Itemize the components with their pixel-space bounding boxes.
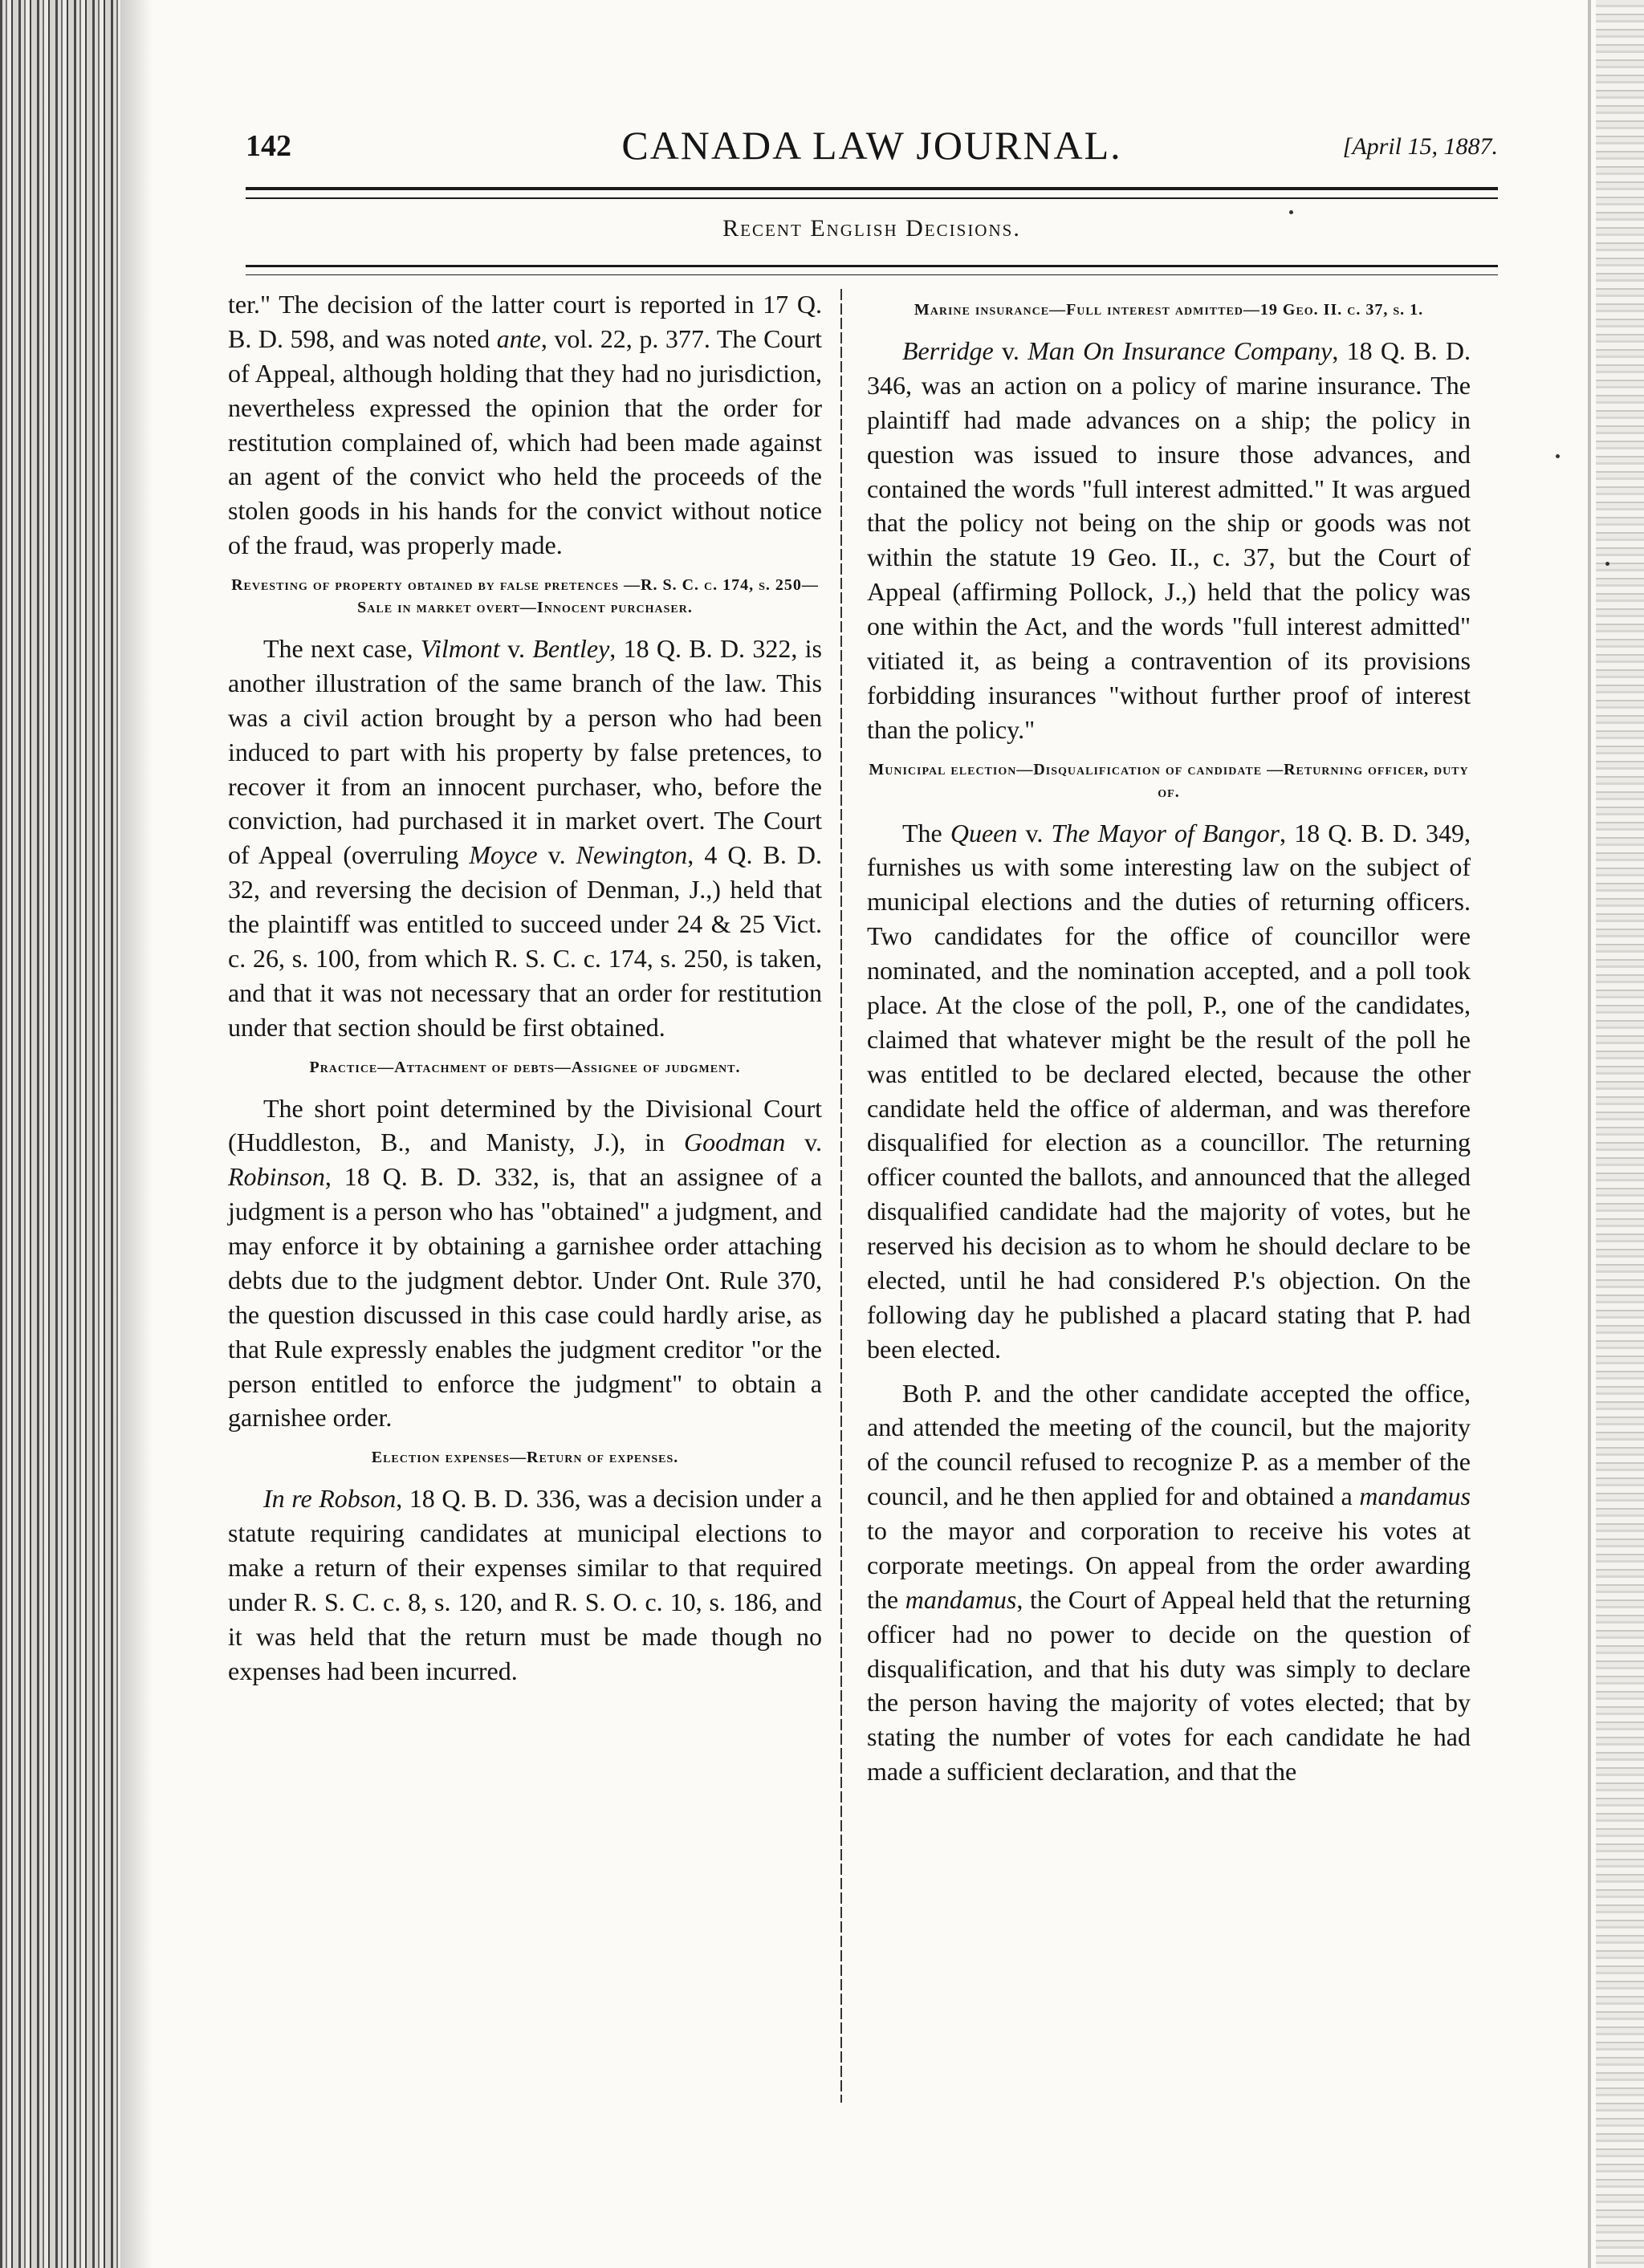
text-run: v. xyxy=(993,336,1028,365)
section-heading: Marine insurance—Full interest admitted—19 Geo. II. c. 37, s. 1. xyxy=(914,301,1424,319)
text-run: , the Court of Appeal held that the returning officer had no power to decide on the question of disqualification, and that his duty was simply to declare the person having the majority of votes elected; that by stating the number of votes for each candidate he had made a sufficient declaration, and that the xyxy=(867,1584,1471,1786)
italic-text: mandamus xyxy=(1359,1482,1471,1511)
section-heading: Municipal election—Disqualification of candidate —Returning officer, duty of. xyxy=(869,760,1469,801)
left-column xyxy=(228,287,822,1698)
text-run: Both P. and the other candidate accepted the office, and attended the meeting of the council, but the majority of the council refused to recognize P. as a member of the council, and he then applied for and obtained a xyxy=(867,1378,1471,1511)
text-run: The xyxy=(902,818,950,847)
text-run: , 18 Q. B. D. 349, furnishes us with some interesting law on the subject of municipal elections and the duties of returning officers. Two candidates for the office of councillor were nominated, and the nomination accepted, and a poll took place. At the close of the poll, P., one of the candidates, claimed that whatever might be the result of the poll he was entitled to be declared elected, because the other candidate held the office of alderman, and was therefore disqualified for election as a councillor. The returning officer counted the ballots, and announced that the alleged disqualified candidate had the majority of votes, but he reserved his decision as to whom he should declare to be elected, until he had considered P.'s objection. On the following day he published a placard stating that P. had been elected. xyxy=(867,818,1471,1364)
text-run: The short point determined by the Divisional Court (Huddleston, B., and Manisty, J.), in xyxy=(228,1093,822,1157)
right-column xyxy=(867,287,1471,1799)
running-head-rule-thin xyxy=(246,274,1498,275)
binding-shadow xyxy=(120,0,153,2268)
header-rule-thin xyxy=(246,197,1498,199)
scan-speck xyxy=(1605,562,1609,566)
italic-text: Goodman xyxy=(683,1128,786,1157)
italic-text: ante xyxy=(496,323,541,353)
text-run: , vol. 22, p. 377. The Court of Appeal, although holding that they had no jurisdiction, nevertheless expressed the opinion that the order for restitution complained of, which had been made against an agent of the convict who held the proceeds of the stolen goods in his hands for the convict without notice of the fraud, was properly made. xyxy=(228,323,823,560)
italic-text: Queen xyxy=(950,818,1018,847)
italic-text: Newington xyxy=(576,840,688,870)
paragraph xyxy=(228,1091,822,1436)
paragraph xyxy=(867,334,1471,747)
text-run: , 18 Q. B. D. 336, was a decision under a statute requiring candidates at municipal elections to make a return of their expenses similar to that required under R. S. C. c. 8, s. 120, and R. S. O. c. 10, s. 186, and it was held that the return must be made though no expenses had been incurred. xyxy=(228,1484,823,1685)
text-run: ter." The decision of the latter court is reported in 17 Q. B. D. 598, and was noted xyxy=(228,290,822,353)
section-heading: Practice—Attachment of debts—Assignee of judgment. xyxy=(309,1058,741,1076)
page-number: 142 xyxy=(246,129,291,163)
text-run: v. xyxy=(537,840,576,870)
text-run: v. xyxy=(499,634,533,663)
text-run: , 18 Q. B. D. 346, was an action on a policy of marine insurance. The plaintiff had made advances on a ship; the policy in question was issued to insure those advances, and contained the words "full interest admitted." It was argued that the policy not being on the ship or goods was not within the statute 19 Geo. II., c. 37, but the Court of Appeal (affirming Pollock, J.,) held that the policy was one within the Act, and the words "full interest admitted" vitiated it, as being a contravention of its provisions forbidding insurances "without further proof of interest than the policy." xyxy=(867,336,1471,744)
section-heading: Revesting of property obtained by false pretences —R. S. C. c. 174, s. 250—Sale in market overt—Innocent purchaser. xyxy=(231,576,819,616)
text-run: to the mayor and corporation to receive his votes at corporate meetings. On appeal from the order awarding the xyxy=(867,1516,1471,1614)
running-head-rule xyxy=(246,265,1498,267)
scan-speck xyxy=(1556,454,1560,458)
italic-text: The Mayor of Bangor xyxy=(1051,818,1280,847)
italic-text: Moyce xyxy=(469,840,538,870)
italic-text: mandamus xyxy=(905,1584,1017,1614)
column-divider xyxy=(840,289,842,2103)
text-run: , 18 Q. B. D. 322, is another illustration of the same branch of the law. This was a civil action brought by a person who had been induced to part with his property by false pretences, to recover it from an innocent purchaser, who, before the conviction, had purchased it in market overt. The Court of Appeal (overruling xyxy=(228,634,823,870)
paragraph xyxy=(867,1376,1471,1790)
italic-text: Vilmont xyxy=(420,634,500,663)
section-heading: Election expenses—Return of expenses. xyxy=(371,1449,679,1467)
text-run: v. xyxy=(785,1128,823,1157)
paragraph xyxy=(228,287,822,563)
paragraph xyxy=(228,632,822,1045)
italic-text: Man On Insurance Company xyxy=(1028,336,1333,365)
issue-date: [April 15, 1887. xyxy=(1342,133,1498,160)
header-rule-thick xyxy=(246,187,1498,190)
paragraph xyxy=(867,816,1471,1367)
italic-text: Robinson xyxy=(228,1162,325,1192)
paragraph xyxy=(228,1482,822,1688)
italic-text: Bentley xyxy=(532,634,610,663)
text-run: v. xyxy=(1017,818,1052,847)
scanned-page-edge xyxy=(1596,0,1644,2268)
italic-text: Berridge xyxy=(902,336,994,365)
text-run: , 18 Q. B. D. 332, is, that an assignee of a judgment is a person who has "obtained" a judgment, and may enforce it by obtaining a garnishee order attaching debts due to the judgment debtor. Under Ont. Rule 370, the question discussed in this case could hardly arise, as that Rule expressly enables the judgment creditor "or the person entitled to enforce the judgment" to obtain a garnishee order. xyxy=(228,1162,822,1433)
scan-speck xyxy=(1289,210,1293,214)
italic-text: In re Robson xyxy=(263,1484,397,1514)
running-head: Recent English Decisions. xyxy=(722,215,1021,242)
text-run: The next case, xyxy=(263,634,421,663)
journal-title: CANADA LAW JOURNAL. xyxy=(621,123,1122,168)
page-edge-line xyxy=(1588,0,1591,2268)
text-run: , 4 Q. B. D. 32, and reversing the decision of Denman, J.,) held that the plaintiff was entitled to succeed under 24 & 25 Vict. c. 26, s. 100, from which R. S. C. c. 174, s. 250, is taken, and that it was not necessary that an order for restitution under that section should be first obtained. xyxy=(228,840,823,1042)
scanned-binding-edge xyxy=(0,0,120,2268)
page-header xyxy=(246,120,1498,185)
